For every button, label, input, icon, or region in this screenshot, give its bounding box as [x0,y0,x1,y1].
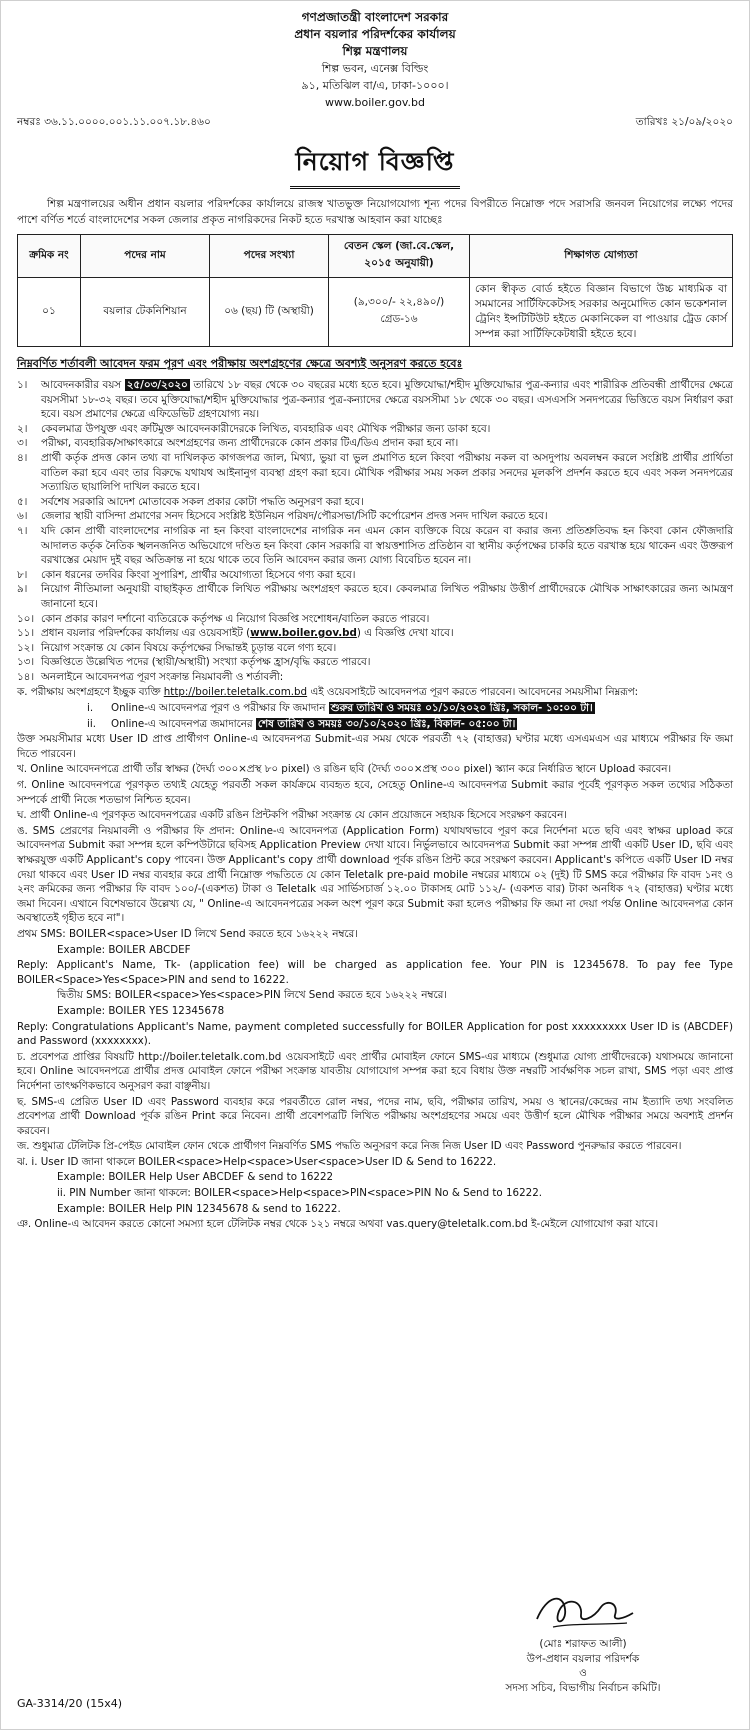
td-pay-scale: (৯,৩০০/- ২২,৪৯০/) গ্রেড-১৬ [329,278,470,347]
teletalk-link[interactable]: http://boiler.teletalk.com.bd [163,686,308,699]
sms-second-reply: Reply: Congratulations Applicant's Name, payment completed successfully for BOILER Application for post xxxxxxxxx User ID is (ABCDEF) and Password (xxxxxxxx). [17,1020,733,1048]
header-line-building: শিল্প ভবন, এনেক্স বিল্ডিং [321,62,429,75]
list-item: ১৪। অনলাইনে আবেদনপত্র পূরণ সংক্রান্ত নিয়মাবলী ও শর্তাবলী: [17,670,284,683]
recovery-pin: ii. PIN Number জানা থাকলে: BOILER<space>Help<space>PIN<space>PIN No & Send to 16222. [57,1187,543,1200]
end-datetime: শেষ তারিখ ও সময়ঃ ৩০/১০/২০২০ খ্রিঃ, বিকাল- ০৫:০০ টা। [257,717,516,730]
age-cutoff-date: ২৫/০৩/২০২০ [126,379,188,391]
list-item: ৯। নিয়োগ নীতিমালা অনুযায়ী বাছাইকৃত প্রার্থীকে লিখিত পরীক্ষায় অংশগ্রহণ করতে হবে। কেবলমাত্র লিখিত পরীক্ষায় উত্তীর্ণ প্রার্থীদেরকে মৌখিক সাক্ষাৎকারের জন্য আমন্ত্রণ জানানো হবে। [17,583,733,610]
intro-paragraph: শিল্প মন্ত্রণালয়ের অধীন প্রধান বয়লার পরিদর্শকের কার্যালয়ে রাজস্ব খাতভুক্ত নিয়োগযোগ্য শূন্য পদের বিপরীতে নিম্নোক্ত পদে সরাসরি জনবল নিয়োগের লক্ষ্যে পদের পাশে বর্ণিত শর্তে বাংলাদেশের সকল জেলার প্রকৃত নাগরিকদের নিকট হতে দরখাস্ত আহবান করা যাচ্ছেঃ [17,198,733,226]
list-item: ১০। কোন প্রকার কারণ দর্শানো ব্যতিরেকে কর্তৃপক্ষ এ নিয়োগ বিজ্ঞপ্তি সংশোধন/বাতিল করতে পারবে। [17,612,430,625]
th-education: শিক্ষাগত যোগ্যতা [470,235,733,278]
list-item: ৭। যদি কোন প্রার্থী বাংলাদেশের নাগরিক না হন কিংবা বাংলাদেশের নাগরিক নন এমন কোন ব্যক্তিকে বিয়ে করেন বা করার জন্য প্রতিশ্রুতিবদ্ধ হন কিংবা কোন ফৌজদারি আদালত কর্তৃক নৈতিক স্খলনজনিত অভিযোগে দণ্ডিত হন কিংবা কোন সরকারি বা স্বায়ত্তশাসিত প্রতিষ্ঠান বা স্থানীয় কর্তৃপক্ষের চাকরি হতে বরখাস্ত হয়ে থাকেন এবং উক্তরূপ বরখাস্তের মেয়াদ দুই বছর অতিক্রান্ত না হয়ে থাকে তবে তিনি আবেদন করার জন্য যোগ্য বিবেচিত হবেন না। [17,524,733,567]
th-post-count: পদের সংখ্যা [210,235,329,278]
item-number: ১। [17,379,28,391]
signature-mark-icon [523,1589,643,1633]
list-item: ৬। জেলার স্থায়ী বাসিন্দা প্রমাণের সনদ হিসেবে সংশ্লিষ্ট ইউনিয়ন পরিষদ/পৌরসভা/সিটি কর্পোরেশন প্রদত্ত সনদ দাখিল করতে হবে। [17,510,548,523]
list-item: ২। কেবলমাত্র উপযুক্ত এবং ক্রটিমুক্ত আবেদনকারীদেরকে লিখিত, ব্যবহারিক এবং মৌখিক পরীক্ষার জন্য ডাকা হবে। [17,422,491,435]
signatory-conj: ও [579,1667,587,1679]
memo-row [17,115,733,132]
timeline-start: i. Online-এ আবেদনপত্র পূরণ ও পরীক্ষার ফি জমাদান শুরুর তারিখ ও সময়ঃ ০১/১০/২০২০ খ্রিঃ, সকাল- ১০:০০ টা। [87,702,593,715]
sms-rules-paragraph: ঙ. SMS প্রেরণের নিয়মাবলী ও পরীক্ষার ফি প্রদান: Online-এ আবেদনপত্র (Application Form) যথাযথভাবে পূরণ করে নির্দেশনা মতে ছবি এবং স্বাক্ষর upload করে আবেদনপত্র Submit করা সম্পন্ন হলে কম্পিউটারে ছবিসহ Application Preview দেখা যাবে। নির্ভুলভাবে আবেদনপত্র Submit করা সম্পন্ন প্রার্থী একটি User ID, ছবি এবং স্বাক্ষরযুক্ত একটি Applicant's copy পাবেন। উক্ত Applicant's copy প্রার্থী download পূর্বক রঙিন প্রিন্ট করে সংরক্ষণ করবেন। Applicant's কপিতে একটি User ID নম্বর দেয়া থাকবে এবং User ID নম্বর ব্যবহার করে প্রার্থী নিম্নোক্ত পদ্ধতিতে যে কোন Teletalk pre-paid mobile নম্বরের মাধ্যমে ০২ (দুই) টি SMS করে পরীক্ষার ফি বাবদ ১নং ও ২নং ক্রমিকের জন্য পরীক্ষার ফি বাবদ ১০০/-(একশত) টাকা ও Teletalk এর সার্ভিসচার্জ ১২.০০ টাকাসহ মোট ১১২/- (একশত বার) টাকা অনধিক ৭২ (বাহাত্তর) ঘণ্টার মধ্যে জমা দিবেন। এখানে বিশেষভাবে উল্লেখ্য যে, " Online-এ আবেদনপত্রের সকল অংশ পূরণ করে Submit করা হলেও পরীক্ষার ফি জমা না দেয়া পর্যন্ত Online আবেদনপত্র কোন অবস্থাতেই গৃহীত হবে না"। [17,824,733,925]
timeline-end: ii. Online-এ আবেদনপত্র জমাদানের শেষ তারিখ ও সময়ঃ ৩০/১০/২০২০ খ্রিঃ, বিকাল- ০৫:০০ টা। [87,717,516,730]
list-item: ১১। প্রধান বয়লার পরিদর্শকের কার্যালয় এর ওয়েবসাইট (www.boiler.gov.bd) এ বিজ্ঞপ্তি দেখা যাবে। [17,627,454,640]
memo-date: তারিখঃ ২১/০৯/২০২০ [635,116,733,128]
conditions-heading: নিম্নবর্ণিত শর্তাবলী আবেদন ফরম পূরণ এবং পরীক্ষায় অংশগ্রহণের ক্ষেত্রে অবশ্যই অনুসরণ করতে হবেঃ [17,357,463,370]
paragraph: জ. শুধুমাত্র টেলিটক প্রি-পেইড মোবাইল ফোন থেকে প্রার্থীগণ নিম্নবর্ণিত SMS পদ্ধতি অনুসরণ করে নিজ নিজ User ID এবং Password পুনরুদ্ধার করতে পারবেন। [17,1140,682,1153]
signatory-title: উপ-প্রধান বয়লার পরিদর্শক [526,1652,640,1665]
header-website: www.boiler.gov.bd [325,96,425,109]
header-line-address: ৯১, মতিঝিল বা/এ, ঢাকা-১০০০। [301,79,449,92]
signature-block [463,1589,703,1695]
list-item: ১২। নিয়োগ সংক্রান্ত যে কোন বিষয়ে কর্তৃপক্ষের সিদ্ধান্তই চূড়ান্ত বলে গণ্য হবে। [17,641,337,654]
paragraph: ছ. SMS-এ প্রেরিত User ID এবং Password ব্যবহার করে পরবর্তীতে রোল নম্বর, পদের নাম, ছবি, পরীক্ষার তারিখ, সময় ও স্থানের/কেন্দ্রের নাম ইত্যাদি তথ্য সংবলিত প্রবেশপত্র প্রার্থী Download পূর্বক রঙিন Print করে নিবেন। প্রার্থী প্রবেশপত্রটি লিখিত পরীক্ষায় অংশগ্রহণের সময়ে এবং উত্তীর্ণ হলে মৌখিক পরীক্ষার সময়ে অবশ্যই প্রদর্শন করবেন। [17,1095,733,1137]
start-datetime: শুরুর তারিখ ও সময়ঃ ০১/১০/২০২০ খ্রিঃ, সকাল- ১০:০০ টা। [330,702,593,715]
list-item: ৪। প্রার্থী কর্তৃক প্রদত্ত কোন তথ্য বা দাখিলকৃত কাগজপত্র জাল, মিথ্যা, ভুয়া বা ভুল প্রমাণিত হলে কিংবা পরীক্ষায় নকল বা অসদুপায় অবলম্বন করলে সংশ্লিষ্ট প্রার্থীর প্রার্থিতা বাতিল করা হবে এবং তার বিরুদ্ধে যথাযথ আইনানুগ ব্যবস্থা গ্রহণ করা হবে। মৌখিক পরীক্ষার সময় সকল প্রকার সনদের মূলকপি প্রদর্শন করতে হবে এবং সকল সনদপত্রের সত্যায়িত ছায়ালিপি দাখিল করতে হবে। [17,451,733,494]
list-item: ১৩। বিজ্ঞপ্তিতে উল্লেখিত পদের (স্থায়ী/অস্থায়ী) সংখ্যা কর্তৃপক্ষ হ্রাস/বৃদ্ধি করতে পারবে। [17,656,371,669]
online-apply-para: ক. পরীক্ষায় অংশগ্রহণে ইচ্ছুক ব্যক্তি http://boiler.teletalk.com.bd এই ওয়েবসাইটে আবেদনপত্র পূরণ করতে পারবেন। আবেদনের সময়সীমা নিম্নরূপ: [17,686,639,699]
age-text-pre: আবেদনকারীর বয়স [41,379,122,391]
recovery-user-id-example: Example: BOILER Help User ABCDEF & send to 16222 [57,1171,334,1184]
sms-first-example: Example: BOILER ABCDEF [57,943,191,956]
th-pay-scale: বেতন স্কেল (জা.বে.স্কেল, ২০১৫ অনুযায়ী) [329,235,470,278]
header-line-office: প্রধান বয়লার পরিদর্শকের কার্যালয় [294,27,456,41]
recovery-user-id: ঝ. i. User ID জানা থাকলে BOILER<space>Help<space>User<space>User ID & Send to 16222. [17,1155,497,1168]
website-link[interactable]: www.boiler.gov.bd [250,627,357,640]
table-row [18,278,733,347]
notice-title: নিয়োগ বিজ্ঞপ্তি [290,142,461,189]
list-item: ৮। কোন ধরনের তদবির কিংবা সুপারিশ, প্রার্থীর অযোগ্যতা হিসেবে গণ্য করা হবে। [17,568,356,581]
td-post-name: বয়লার টেকনিশিয়ান [81,278,210,347]
support-contact-para: ঞ. Online-এ আবেদন করতে কোনো সমস্যা হলে টেলিটক নম্বর থেকে ১২১ নম্বরে অথবা vas.query@teletalk.com.bd ই-মেইলে যোগাযোগ করা যাবে। [17,1218,659,1231]
td-education: কোন স্বীকৃত বোর্ড হইতে বিজ্ঞান বিভাগে উচ্চ মাধ্যমিক বা সমমানের সার্টিফিকেটসহ সরকার অনুমোদিত কোন ভকেশনাল ট্রেনিং ইন্সটিটিউট হইতে মেকানিকেল বা পাওয়ার ট্রেড কোর্স সম্পন্ন করা সার্টিফিকেটধারী হইতে হবে। [470,278,733,347]
table-header-row [18,235,733,278]
paragraph: চ. প্রবেশপত্র প্রাপ্তির বিষয়টি http://boiler.teletalk.com.bd ওয়েবসাইটে এবং প্রার্থীর মোবাইল ফোনে SMS-এর মাধ্যমে (শুধুমাত্র যোগ্য প্রার্থীদেরকে) যথাসময়ে জানানো হবে। Online আবেদনপত্রে প্রার্থীর প্রদত্ত মোবাইল ফোনে পরীক্ষা সংক্রান্ত যাবতীয় যোগাযোগ সম্পন্ন করা হবে বিধায় উক্ত নম্বরটি সার্বক্ষণিক সচল রাখা, SMS পড়া এবং প্রাপ্ত নির্দেশনা তাৎক্ষণিকভাবে অনুসরণ করা বাঞ্ছনীয়। [17,1050,733,1092]
ad-code: GA-3314/20 (15x4) [17,1697,123,1710]
sms-second-example: Example: BOILER YES 12345678 [57,1004,225,1017]
list-item: ৩। পরীক্ষা, ব্যবহারিক/সাক্ষাৎকারে অংশগ্রহণের জন্য প্রার্থীদেরকে কোন প্রকার টিএ/ডিএ প্রদান করা হবে না। [17,437,459,450]
paragraph: উক্ত সময়সীমার মধ্যে User ID প্রাপ্ত প্রার্থীগণ Online-এ আবেদনপত্র Submit-এর সময় থেকে পরবর্তী ৭২ (বাহাত্তর) ঘণ্টার মধ্যে এসএমএস এর মাধ্যমে পরীক্ষার ফি জমা দিতে পারবেন। [17,733,733,760]
memo-number: নম্বরঃ ৩৬.১১.০০০০.০০১.১১.০০৭.১৮.৪৬০ [17,116,211,128]
sms-second: দ্বিতীয় SMS: BOILER<space>Yes<space>PIN লিখে Send করতে হবে ১৬২২২ নম্বরে। [57,989,447,1002]
header-line-govt: গণপ্রজাতন্ত্রী বাংলাদেশ সরকার [301,10,449,24]
age-text-post: তারিখে ১৮ বছর থেকে ৩০ বছরের মধ্যে হতে হবে। মুক্তিযোদ্ধা/শহীদ মুক্তিযোদ্ধার পুত্র-কন্যার এবং শারীরিক প্রতিবন্ধী প্রার্থীদের ক্ষেত্রে বয়সসীমা ১৮-৩২ বছর। তবে মুক্তিযোদ্ধা/শহীদ মুক্তিযোদ্ধার পুত্র-কন্যার পুত্র-কন্যাদের ক্ষেত্রে বয়সসীমা ১৮ থেকে ৩০ বছর। এসএসসি সনদপত্রের ভিত্তিতে বয়স নির্ধারণ করা হবে। বয়স প্রমাণের ক্ষেত্রে এফিডেভিট গ্রহণযোগ্য নয়। [41,379,733,421]
td-serial: ০১ [18,278,81,347]
th-serial: ক্রমিক নং [18,235,81,278]
conditions-list [17,378,733,684]
paragraph: গ. Online আবেদনপত্রে পূরণকৃত তথ্যই যেহেতু পরবর্তী সকল কার্যক্রমে ব্যবহৃত হবে, সেহেতু Online-এ আবেদনপত্র Submit করার পূর্বেই পূরণকৃত সকল তথ্যের সঠিকতা সম্পর্কে প্রার্থী নিজে শতভাগ নিশ্চিত হবেন। [17,779,733,806]
th-post-name: পদের নাম [81,235,210,278]
sms-first: প্রথম SMS: BOILER<space>User ID লিখে Send করতে হবে ১৬২২২ নম্বরে। [17,927,358,940]
list-item: ৫। সর্বশেষ সরকারি আদেশ মোতাবেক সকল প্রকার কোটা পদ্ধতি অনুসরণ করা হবে। [17,495,364,508]
sms-first-reply: Reply: Applicant's Name, Tk- (application fee) will be charged as application fee. Your PIN is 12345678. To pay fee Type BOILER<Space>Yes<Space>PIN and send to 16222. [17,959,733,986]
signatory-name: (মোঃ শরাফত আলী) [539,1638,627,1650]
list-item [17,378,733,422]
signatory-title-2: সদস্য সচিব, বিভাগীয় নির্বাচন কমিটি। [505,1681,661,1694]
header-line-ministry: শিল্প মন্ত্রণালয় [342,44,408,58]
recovery-pin-example: Example: BOILER Help PIN 12345678 & send to 16222. [57,1202,341,1215]
letterhead [17,1,733,111]
td-post-count: ০৬ (ছয়) টি (অস্থায়ী) [210,278,329,347]
title-wrap [17,142,733,189]
posts-table [17,234,733,347]
paragraph: খ. Online আবেদনপত্রে প্রার্থী তাঁর স্বাক্ষর (দৈর্ঘ্য ৩০০×প্রস্থ ৮০ pixel) ও রঙিন ছবি (দৈর্ঘ্য ৩০০×প্রস্থ ৩০০ pixel) স্ক্যান করে নির্ধারিত স্থানে Upload করবেন। [17,763,672,776]
paragraph: ঘ. প্রার্থী Online-এ পূরণকৃত আবেদনপত্রের একটি রঙিন প্রিন্টকপি পরীক্ষা সংক্রান্ত যে কোন প্রয়োজনে সহায়ক হিসেবে সংরক্ষণ করবেন। [17,809,567,822]
